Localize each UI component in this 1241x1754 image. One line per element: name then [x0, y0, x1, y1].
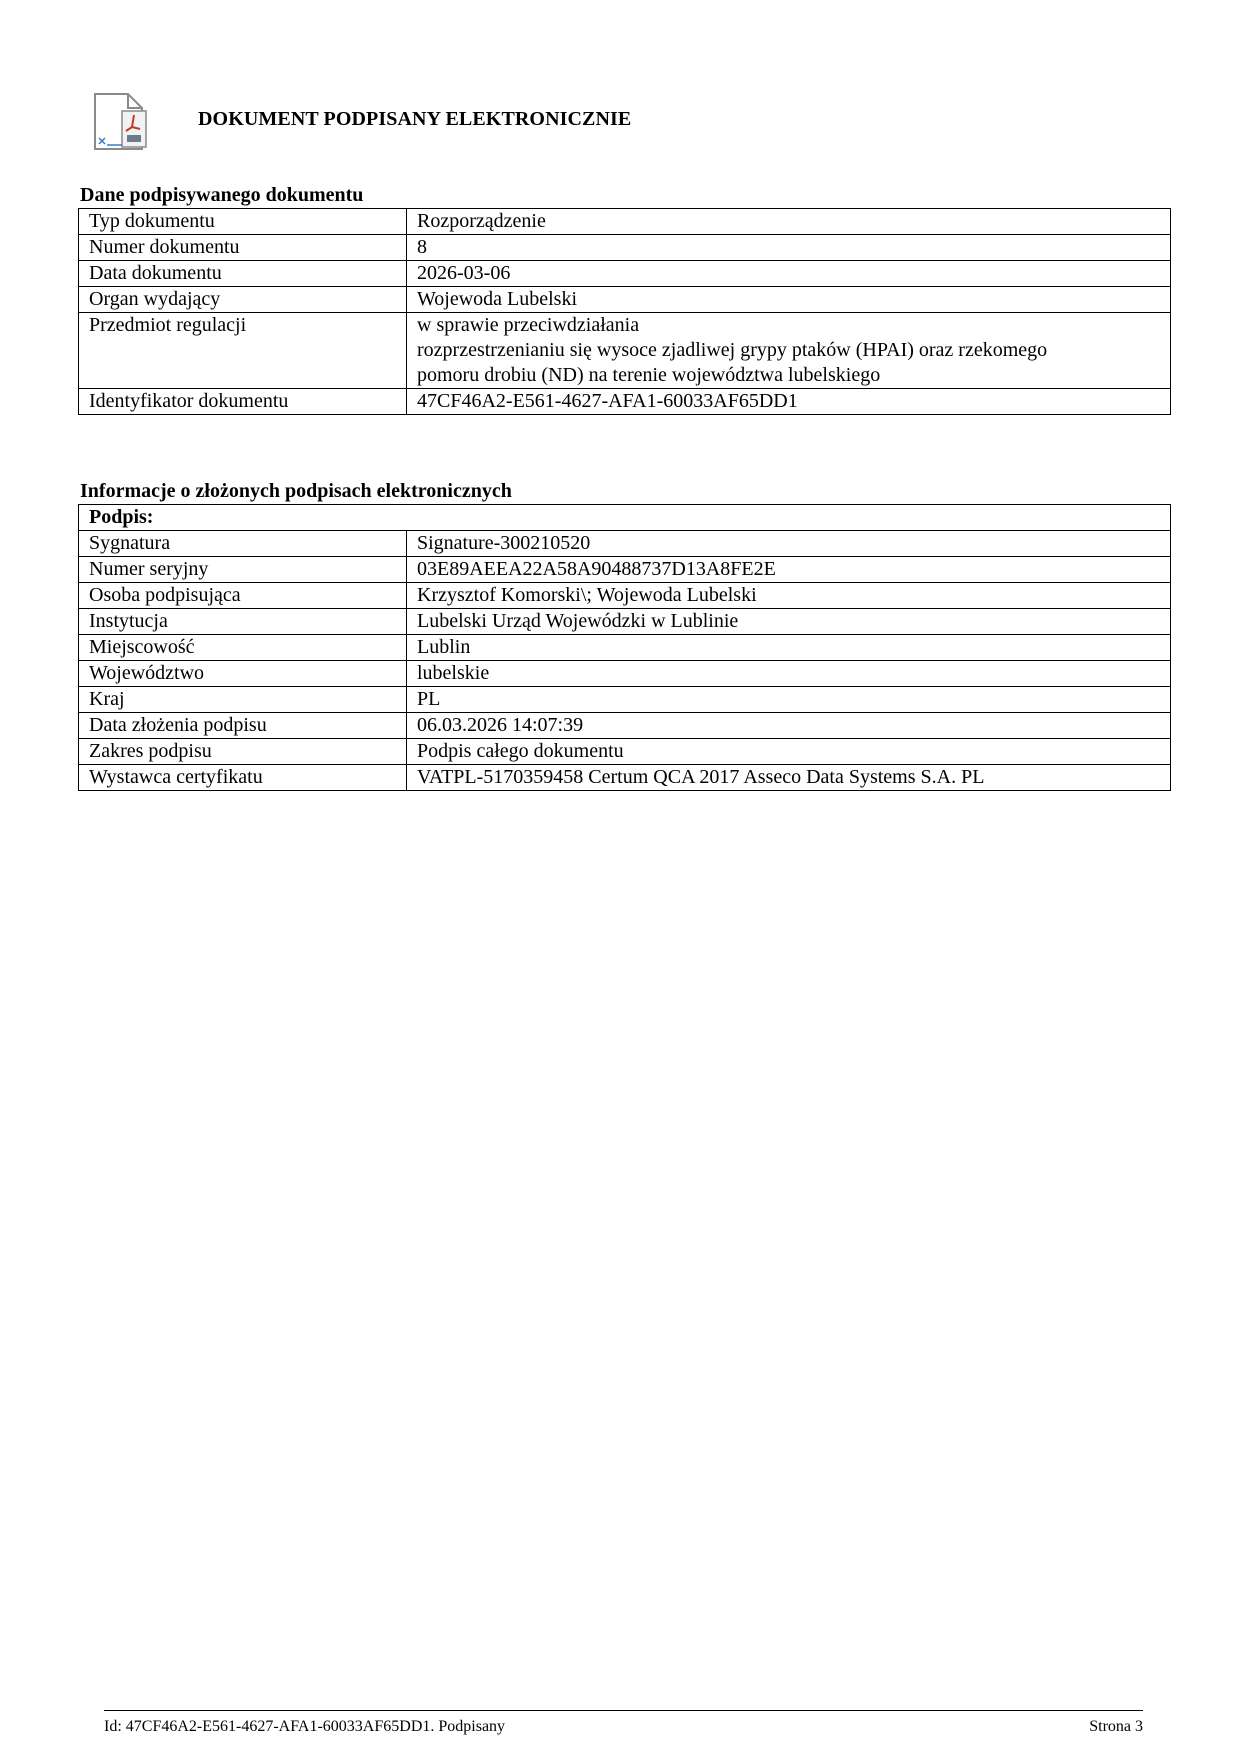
- row-label: Miejscowość: [79, 635, 407, 661]
- row-value: 06.03.2026 14:07:39: [407, 713, 1171, 739]
- row-value: Lubelski Urząd Wojewódzki w Lublinie: [407, 609, 1171, 635]
- table-row: [79, 661, 1171, 687]
- row-value: Krzysztof Komorski\; Wojewoda Lubelski: [407, 583, 1171, 609]
- table-row: [79, 209, 1171, 235]
- row-value: 8: [407, 235, 1171, 261]
- row-label: Organ wydający: [79, 287, 407, 313]
- table-row: [79, 687, 1171, 713]
- row-label: Kraj: [79, 687, 407, 713]
- row-value: [407, 313, 1171, 389]
- row-label: Osoba podpisująca: [79, 583, 407, 609]
- row-value: VATPL-5170359458 Certum QCA 2017 Asseco Data Systems S.A. PL: [407, 765, 1171, 791]
- table-row: [79, 287, 1171, 313]
- row-label: Instytucja: [79, 609, 407, 635]
- table-row: [79, 235, 1171, 261]
- row-label: Przedmiot regulacji: [79, 313, 407, 389]
- document-data-table: [78, 208, 1171, 415]
- pdf-document-icon: [92, 91, 152, 153]
- signature-header: Podpis:: [79, 505, 1171, 531]
- row-value: lubelskie: [407, 661, 1171, 687]
- signature-section-title: Informacje o złożonych podpisach elektronicznych: [80, 480, 512, 502]
- row-label: Data złożenia podpisu: [79, 713, 407, 739]
- row-value: Signature-300210520: [407, 531, 1171, 557]
- table-row: [79, 261, 1171, 287]
- table-row: [79, 765, 1171, 791]
- page-title: DOKUMENT PODPISANY ELEKTRONICZNIE: [198, 108, 632, 130]
- regulation-subject-line: rozprzestrzenianiu się wysoce zjadliwej grypy ptaków (HPAI) oraz rzekomego: [417, 339, 1048, 361]
- table-row: [79, 713, 1171, 739]
- document-section-title: Dane podpisywanego dokumentu: [80, 184, 364, 206]
- row-label: Numer seryjny: [79, 557, 407, 583]
- regulation-subject-line: pomoru drobiu (ND) na terenie województwa lubelskiego: [417, 364, 881, 386]
- row-label: Sygnatura: [79, 531, 407, 557]
- table-row: [79, 609, 1171, 635]
- row-value: Lublin: [407, 635, 1171, 661]
- row-label: Wystawca certyfikatu: [79, 765, 407, 791]
- row-value: 2026-03-06: [407, 261, 1171, 287]
- table-row: [79, 583, 1171, 609]
- table-row: [79, 739, 1171, 765]
- row-label: Numer dokumentu: [79, 235, 407, 261]
- row-label: Identyfikator dokumentu: [79, 389, 407, 415]
- table-row: [79, 557, 1171, 583]
- table-header-row: [79, 505, 1171, 531]
- footer-page-number: Strona 3: [1089, 1718, 1143, 1735]
- regulation-subject-line: w sprawie przeciwdziałania: [417, 314, 640, 336]
- row-label: Data dokumentu: [79, 261, 407, 287]
- row-label: Typ dokumentu: [79, 209, 407, 235]
- row-value: Podpis całego dokumentu: [407, 739, 1171, 765]
- footer-divider: [104, 1710, 1143, 1711]
- table-row: [79, 635, 1171, 661]
- row-value: Wojewoda Lubelski: [407, 287, 1171, 313]
- row-value: 03E89AEEA22A58A90488737D13A8FE2E: [407, 557, 1171, 583]
- row-label: Województwo: [79, 661, 407, 687]
- footer-document-id: Id: 47CF46A2-E561-4627-AFA1-60033AF65DD1. Podpisany: [104, 1718, 506, 1735]
- table-row: [79, 389, 1171, 415]
- signature-info-table: [78, 504, 1171, 791]
- row-value: Rozporządzenie: [407, 209, 1171, 235]
- table-row: [79, 313, 1171, 389]
- row-label: Zakres podpisu: [79, 739, 407, 765]
- table-row: [79, 531, 1171, 557]
- row-value: PL: [407, 687, 1171, 713]
- row-value: 47CF46A2-E561-4627-AFA1-60033AF65DD1: [407, 389, 1171, 415]
